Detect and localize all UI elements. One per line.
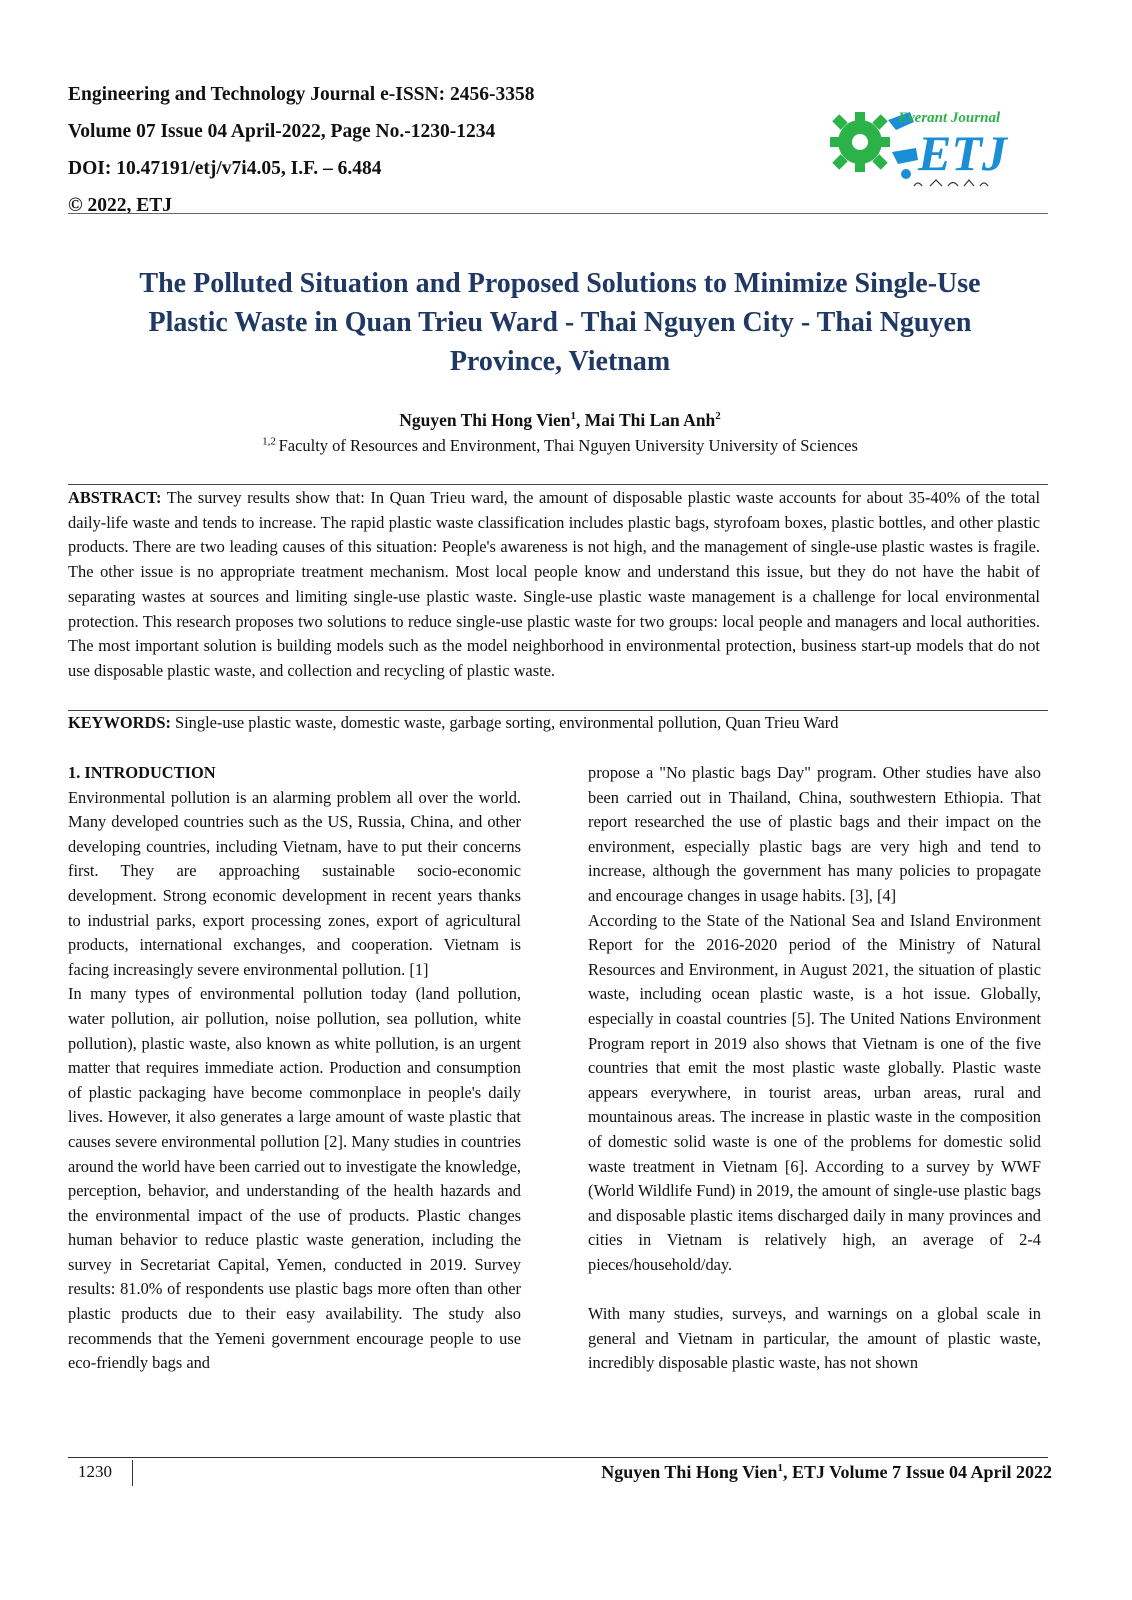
abstract-bottom-rule xyxy=(68,710,1048,711)
author-2: Mai Thi Lan Anh xyxy=(584,410,716,430)
abstract-label: ABSTRACT: xyxy=(68,488,162,507)
footer-divider xyxy=(68,1457,1048,1458)
author-1: Nguyen Thi Hong Vien xyxy=(399,410,571,430)
right-column xyxy=(588,761,1041,1376)
author-list xyxy=(70,408,1050,432)
journal-doi-line: DOI: 10.47191/etj/v7i4.05, I.F. – 6.484 xyxy=(68,158,382,179)
journal-copyright-line: © 2022, ETJ xyxy=(68,195,172,216)
author-2-affil-mark: 2 xyxy=(715,410,721,423)
author-separator: , xyxy=(576,410,585,430)
paragraph: Environmental pollution is an alarming problem all over the world. Many developed countries such as the US, Russia, China, and other developing countries, including Vietnam, have to put their concerns first. They are approaching sustainable socio-economic development. Strong economic development in recent years thanks to industrial parks, export processing zones, export of agricultural products, international exchanges, and cooperation. Vietnam is facing increasingly severe environmental pollution. [1] xyxy=(68,787,521,979)
keywords-label: KEYWORDS: xyxy=(68,713,171,732)
author-1-affil-mark: 1 xyxy=(570,410,577,423)
logo-main-text: ETJ xyxy=(918,125,1007,181)
section-heading: 1. INTRODUCTION xyxy=(68,763,216,782)
logo-top-text: Everant Journal xyxy=(898,110,1001,126)
keywords-text: Single-use plastic waste, domestic waste, garbage sorting, environmental pollution, Quan Trieu Ward xyxy=(170,713,839,732)
affiliation-mark: 1,2 xyxy=(262,435,279,448)
affiliation-text: Faculty of Resources and Environment, Thai Nguyen University University of Sciences xyxy=(278,436,858,455)
affiliation xyxy=(70,434,1050,458)
page-number: 1230 xyxy=(78,1462,112,1481)
abstract-text: The survey results show that: In Quan Trieu ward, the amount of disposable plastic waste accounts for about 35-40% of the total daily-life waste and tends to increase. The rapid plastic waste classification includes plastic bags, styrofoam boxes, plastic bottles, and other plastic products. There are two leading causes of this situation: People's awareness is not high, and the management of single-use plastic wastes is fragile. The other issue is no appropriate treatment mechanism. Most local people know and understand this issue, but they do not have the habit of separating wastes at sources and limiting single-use plastic waste. Single-use plastic waste management is a challenge for local environmental protection. This research proposes two solutions to reduce single-use plastic waste for two groups: local people and managers and local authorities. The most important solution is building models such as the model neighborhood in environmental protection, business start-up models that do not use disposable plastic waste, and collection and recycling of plastic waste. xyxy=(68,488,1040,680)
abstract-top-rule xyxy=(68,484,1048,485)
title-line-2: Plastic Waste in Quan Trieu Ward - Thai Nguyen City - Thai Nguyen xyxy=(148,307,972,338)
gear-icon xyxy=(830,112,890,172)
footer-author: Nguyen Thi Hong Vien xyxy=(601,1462,778,1482)
title-line-3: Province, Vietnam xyxy=(449,346,671,377)
paper-title xyxy=(70,264,1050,381)
footer-separator xyxy=(132,1460,133,1486)
header-divider xyxy=(68,213,1048,214)
paragraph-gap xyxy=(588,1277,1041,1302)
paragraph: With many studies, surveys, and warnings on a global scale in general and Vietnam in particular, the amount of plastic waste, incredibly disposable plastic waste, has not shown xyxy=(588,1304,1041,1373)
abstract xyxy=(68,486,1040,684)
paragraph: propose a "No plastic bags Day" program. Other studies have also been carried out in Thailand, China, southwestern Ethiopia. That report researched the use of plastic bags and their impact on the environment, especially plastic bags are very high and tend to increase, although the government has many policies to propagate and encourage changes in usage habits. [3], [4] xyxy=(588,763,1041,905)
journal-header xyxy=(68,76,628,224)
etj-logo xyxy=(818,92,1018,196)
journal-issn-line: Engineering and Technology Journal e-ISSN: 2456-3358 xyxy=(68,84,535,105)
footer-author-mark: 1 xyxy=(777,1462,783,1474)
left-column xyxy=(68,761,521,1376)
journal-volume-line: Volume 07 Issue 04 April-2022, Page No.-1230-1234 xyxy=(68,121,496,142)
footer-journal-info: , ETJ Volume 7 Issue 04 April 2022 xyxy=(782,1462,1052,1482)
paragraph: According to the State of the National Sea and Island Environment Report for the 2016-2020 period of the Ministry of Natural Resources and Environment, in August 2021, the situation of plastic waste, including ocean plastic waste, is a hot issue. Globally, especially in coastal countries [5]. The United Nations Environment Program report in 2019 also shows that Vietnam is one of the five countries that emit the most plastic waste globally. Plastic waste appears everywhere, in tourist areas, urban areas, rural and mountainous areas. The increase in plastic waste in the composition of domestic solid waste is one of the problems for domestic solid waste treatment in Vietnam [6]. According to a survey by WWF (World Wildlife Fund) in 2019, the amount of single-use plastic bags and disposable plastic items discharged daily in many provinces and cities in Vietnam is relatively high, an average of 2-4 pieces/household/day. xyxy=(588,910,1041,1274)
title-line-1: The Polluted Situation and Proposed Solutions to Minimize Single-Use xyxy=(139,268,981,299)
footer-citation xyxy=(520,1460,1052,1484)
paragraph: In many types of environmental pollution today (land pollution, water pollution, air pollution, noise pollution, sea pollution, white pollution), plastic waste, also known as white pollution, is an urgent matter that requires immediate action. Production and consumption of plastic packaging have become commonplace in people's daily lives. However, it also generates a large amount of waste plastic that causes severe environmental pollution [2]. Many studies in countries around the world have been carried out to investigate the knowledge, perception, behavior, and understanding of the health hazards and the environmental impact of the use of products. Plastic changes human behavior to reduce plastic waste generation, including the survey in Secretariat Capital, Yemen, conducted in 2019. Survey results: 81.0% of respondents use plastic bags more often than other plastic products due to their easy availability. The study also recommends that the Yemeni government encourage people to use eco-friendly bags and xyxy=(68,984,521,1373)
keywords xyxy=(68,712,1048,734)
